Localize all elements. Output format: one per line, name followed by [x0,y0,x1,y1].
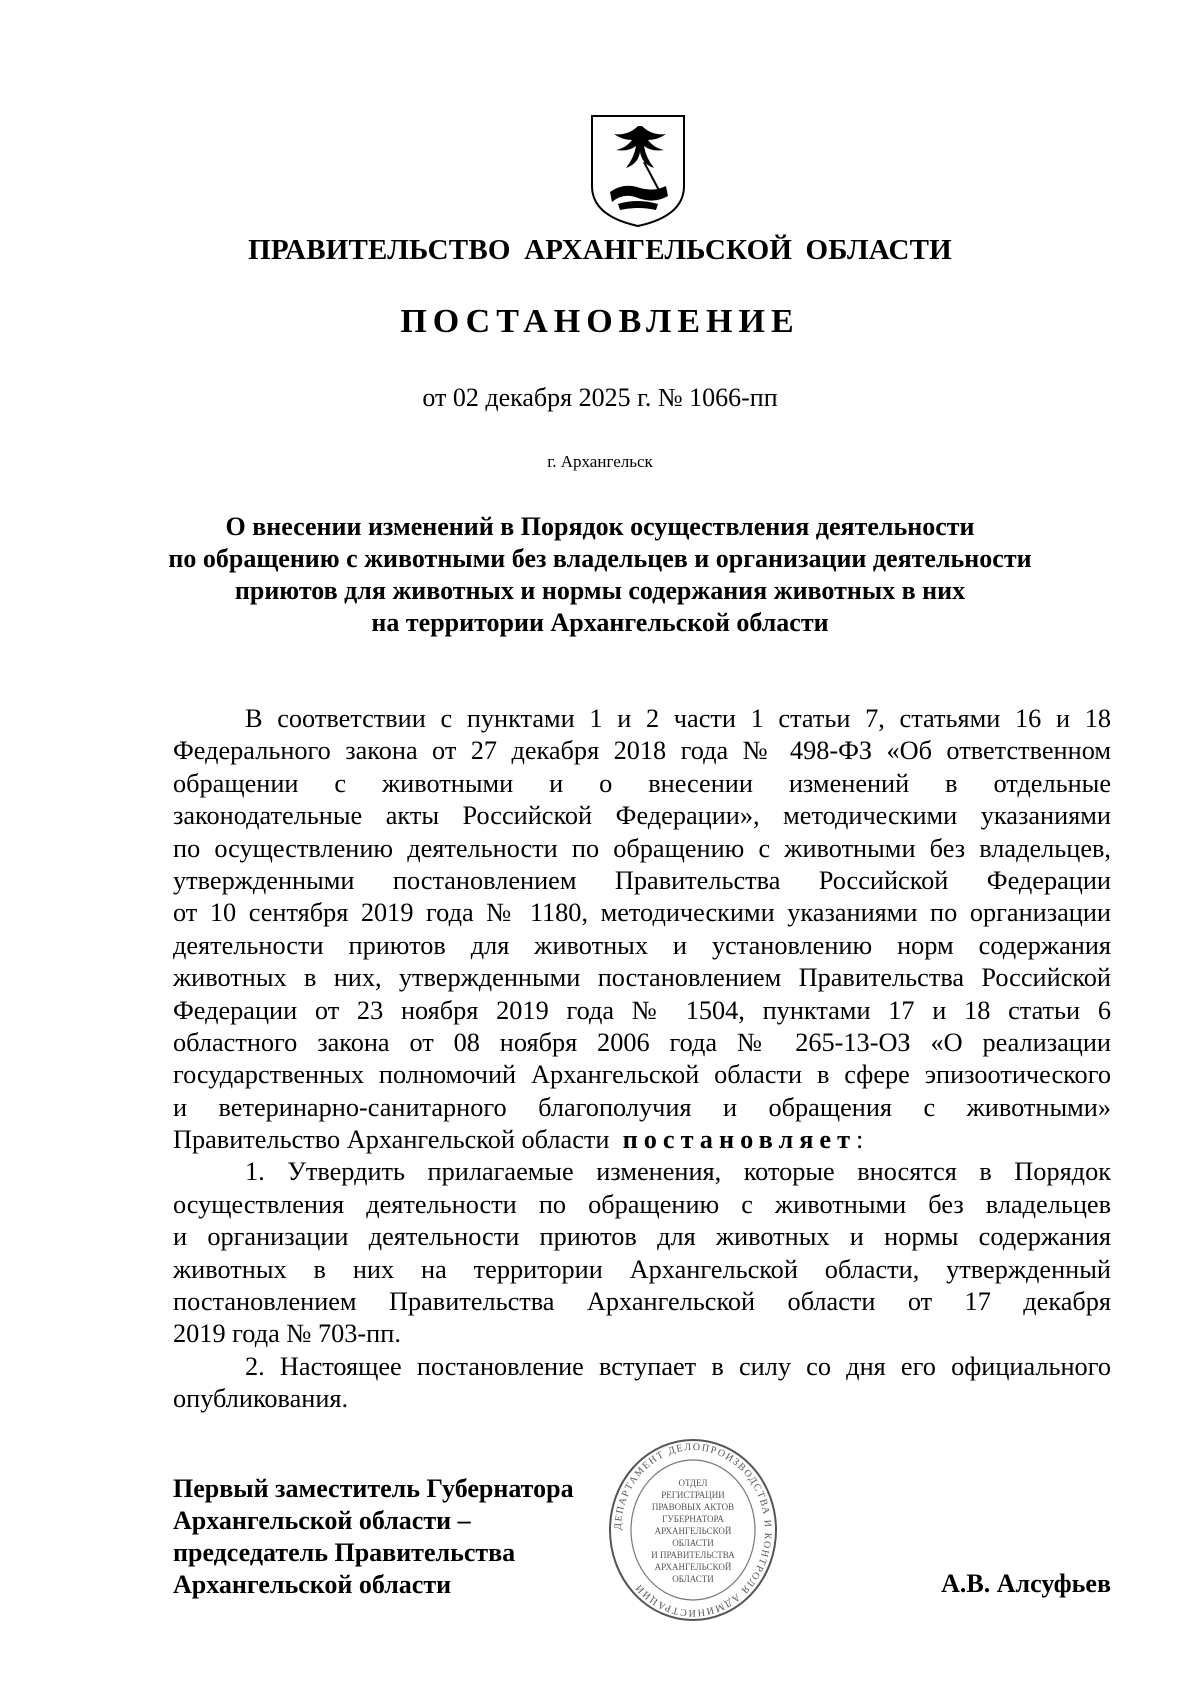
decree-prefix: Правительство Архангельской области [173,1125,610,1155]
preamble-line: и ветеринарно-санитарного благополучия и обращения с животными» [173,1092,1111,1122]
item2-line: опубликования. [173,1384,349,1414]
preamble-line: В соответствии с пунктами 1 и 2 части 1 статьи 7, статьями 16 и 18 [245,704,1111,733]
seal-inner-line: АРХАНГЕЛЬСКОЙ [654,1562,732,1572]
seal-inner-line: ОБЛАСТИ [672,1574,714,1584]
seal-inner-line: ГУБЕРНАТОРА [662,1514,724,1524]
signatory-title-line: Архангельской области – [173,1506,471,1535]
item1-line: животных в них на территории Архангельской области, утвержденный [173,1254,1111,1284]
signatory-title-line: Архангельской области [173,1570,452,1599]
preamble-line: обращении с животными и о внесении изменений в отдельные [173,768,1111,798]
title-line: на территории Архангельской области [371,608,829,637]
seal-inner-line: ОТДЕЛ [678,1478,708,1488]
document-date-number: от 02 декабря 2025 г. № 1066-пп [422,383,778,412]
title-line: О внесении изменений в Порядок осуществления деятельности [225,512,975,541]
seal-outer-text: ДЕПАРТАМЕНТ ДЕЛОПРОИЗВОДСТВА И КОНТРОЛЯ АДМИНИСТРАЦИИ [612,1441,774,1619]
preamble-line: деятельности приютов для животных и установлению норм содержания [173,930,1111,960]
preamble-line: законодательные акты Российской Федерации», методическими указаниями [173,801,1111,831]
preamble-line: животных в них, утвержденными постановлением Правительства Российской [173,963,1111,993]
document-title [120,511,1080,639]
item2-line: 2. Настоящее постановление вступает в силу со дня его официального [245,1351,1111,1381]
preamble-line: по осуществлению деятельности по обращению с животными без владельцев, [173,833,1111,863]
seal-inner-line: ПРАВОВЫХ АКТОВ [651,1502,735,1512]
preamble-line: государственных полномочий Архангельской области в сфере эпизоотического [173,1060,1111,1090]
item1-line: постановлением Правительства Архангельской области от 17 декабря [173,1287,1111,1317]
seal-inner-line: АРХАНГЕЛЬСКОЙ [654,1526,732,1536]
title-line: приютов для животных и нормы содержания животных в них [234,576,966,605]
preamble-line: утвержденными постановлением Правительства Российской Федерации [173,865,1111,895]
item1-line: 1. Утвердить прилагаемые изменения, которые вносятся в Порядок [245,1157,1111,1187]
item1-line: 2019 года № 703-пп. [173,1319,401,1349]
seal-inner-line: ОБЛАСТИ [672,1538,714,1548]
title-line: по обращению с животными без владельцев и организации деятельности [168,544,1032,573]
coat-of-arms-icon [588,112,688,230]
decree-word: постановляет [622,1125,857,1155]
preamble-line: от 10 сентября 2019 года № 1180, методическими указаниями по организации [173,898,1111,928]
preamble-line: Федерации от 23 ноября 2019 года № 1504, пунктами 17 и 18 статьи 6 [173,995,1111,1025]
item1-line: и организации деятельности приютов для животных и нормы содержания [173,1222,1111,1252]
seal-inner-line: РЕГИСТРАЦИИ [661,1490,725,1500]
signatory-title-line: председатель Правительства [173,1538,516,1567]
seal-inner-line: И ПРАВИТЕЛЬСТВА [651,1550,735,1560]
organization-name: ПРАВИТЕЛЬСТВО АРХАНГЕЛЬСКОЙ ОБЛАСТИ [248,234,952,266]
document-city: г. Архангельск [547,452,653,471]
decree-line [173,1124,1111,1156]
signatory-title-line: Первый заместитель Губернатора [173,1474,574,1503]
decree-suffix: : [856,1125,864,1155]
preamble-line: областного закона от 08 ноября 2006 года № 265-13-ОЗ «О реализации [173,1027,1111,1057]
signatory-title [173,1473,574,1601]
item1-line: осуществления деятельности по обращению с животными без владельцев [173,1189,1111,1219]
official-seal-icon [608,1438,778,1622]
preamble-line: Федерального закона от 27 декабря 2018 года № 498-ФЗ «Об ответственном [173,736,1111,766]
signatory-name: А.В. Алсуфьев [941,1569,1111,1598]
document-body [173,703,1111,1416]
document-type: ПОСТАНОВЛЕНИЕ [400,303,800,340]
